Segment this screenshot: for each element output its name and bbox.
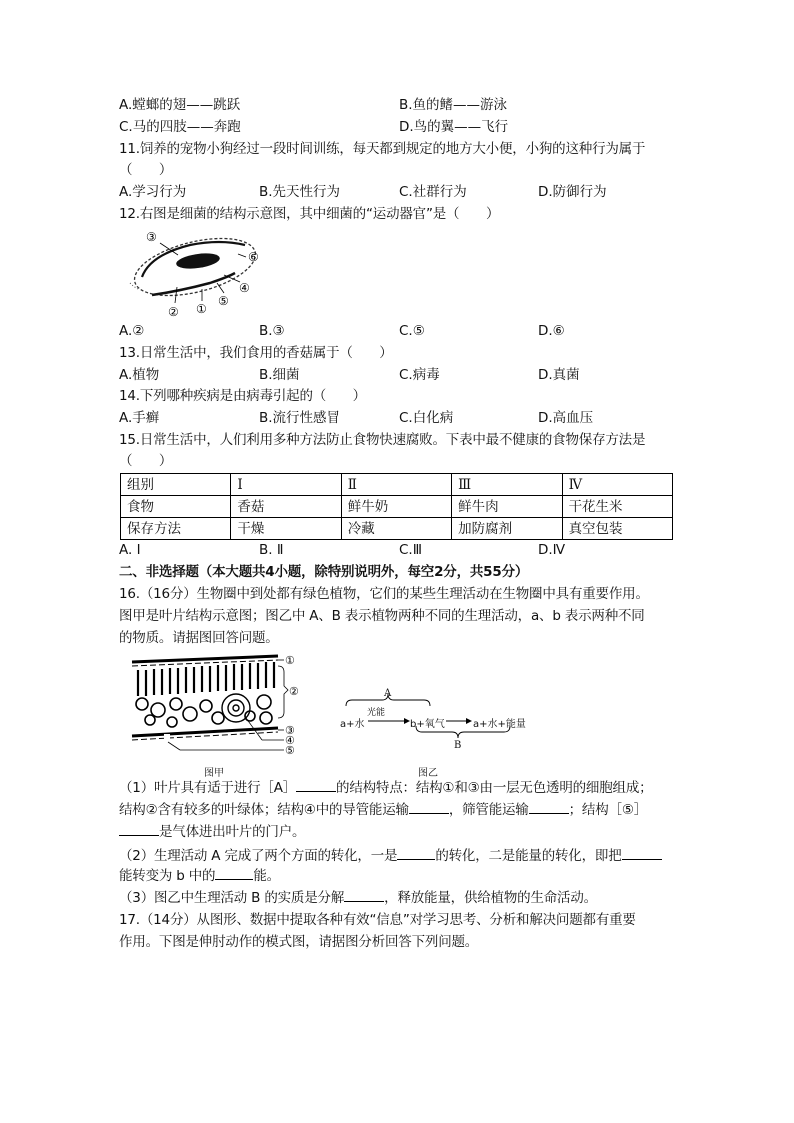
table-cell: 干燥 bbox=[231, 518, 341, 540]
table-cell: Ⅲ bbox=[452, 474, 562, 496]
table-cell: 香菇 bbox=[231, 496, 341, 518]
q11-stem: 11.饲养的宠物小狗经过一段时间训练，每天都到规定的地方大小便，小狗的这种行为属于 bbox=[119, 141, 646, 157]
table-cell: 鲜牛肉 bbox=[452, 496, 562, 518]
table-cell: 冷藏 bbox=[341, 518, 451, 540]
food-storage-table bbox=[120, 473, 673, 540]
q16-part1-text: 是气体进出叶片的门户。 bbox=[159, 824, 306, 840]
q11-option-b: B.先天性行为 bbox=[259, 184, 341, 200]
table-cell: 保存方法 bbox=[121, 518, 231, 540]
q14-option-c: C.白化病 bbox=[399, 410, 454, 426]
q16-part2-text: 能。 bbox=[253, 868, 280, 884]
bacteria-label-5: ⑤ bbox=[218, 294, 229, 308]
leaf-label-4: ④ bbox=[285, 734, 295, 747]
q11-option-a: A.学习行为 bbox=[119, 184, 187, 200]
fig-yi-caption: 图乙 bbox=[418, 768, 438, 779]
q16-part2-text: 的转化，二是能量的转化，即把 bbox=[435, 848, 622, 864]
q16-part1-text: 结构②含有较多的叶绿体；结构④中的导管能运输 bbox=[119, 802, 409, 818]
q15-option-d: D.Ⅳ bbox=[538, 542, 566, 558]
q13-option-c: C.病毒 bbox=[399, 367, 440, 383]
leaf-structure-figure bbox=[128, 652, 308, 757]
table-cell: 加防腐剂 bbox=[452, 518, 562, 540]
process-label-b: B bbox=[454, 740, 462, 751]
q11-option-c: C.社群行为 bbox=[399, 184, 467, 200]
q16-stem-line-2: 图甲是叶片结构示意图；图乙中 A、B 表示植物两种不同的生理活动，a、b 表示两种不同 bbox=[119, 608, 645, 624]
q16-part1-line-2 bbox=[119, 800, 647, 820]
process-arrow-label: 光能 bbox=[367, 708, 386, 718]
q16-stem-line-3: 的物质。请据图回答问题。 bbox=[119, 630, 279, 646]
q15-option-b: B. Ⅱ bbox=[259, 542, 284, 558]
q16-part1-text: 的结构特点：结构①和③由一层无色透明的细胞组成； bbox=[336, 780, 653, 796]
q16-stem-line-1: 16.（16分）生物圈中到处都有绿色植物，它们的某些生理活动在生物圈中具有重要作用。 bbox=[119, 586, 649, 602]
q12-option-d: D.⑥ bbox=[538, 323, 565, 339]
q15-bracket: （ ） bbox=[119, 453, 173, 469]
process-left: a+水 bbox=[340, 719, 365, 730]
q10-option-a: A.螳螂的翅——跳跃 bbox=[119, 97, 241, 113]
table-row bbox=[121, 518, 673, 540]
q16-part1-line-1 bbox=[119, 778, 652, 798]
process-right: a+水+能量 bbox=[473, 719, 526, 730]
q17-stem-line-2: 作用。下图是伸肘动作的模式图，请据图分析回答下列问题。 bbox=[119, 934, 479, 950]
q13-option-a: A.植物 bbox=[119, 367, 160, 383]
table-cell: 鲜牛奶 bbox=[341, 496, 451, 518]
answer-blank[interactable] bbox=[296, 778, 336, 792]
answer-blank[interactable] bbox=[215, 866, 253, 880]
table-cell: Ⅰ bbox=[231, 474, 341, 496]
table-cell: Ⅳ bbox=[562, 474, 672, 496]
q11-bracket: （ ） bbox=[119, 162, 173, 178]
q15-option-a: A. Ⅰ bbox=[119, 542, 141, 558]
section-heading: 二、非选择题（本大题共4小题，除特别说明外，每空2分，共55分） bbox=[119, 564, 529, 580]
table-cell: 组别 bbox=[121, 474, 231, 496]
answer-blank[interactable] bbox=[344, 888, 384, 902]
process-middle: b+氧气 bbox=[410, 719, 445, 730]
q13-stem: 13.日常生活中，我们食用的香菇属于（ ） bbox=[119, 345, 393, 361]
q16-part2-line-1 bbox=[119, 846, 662, 866]
q14-option-d: D.高血压 bbox=[538, 410, 594, 426]
q14-stem: 14.下列哪种疾病是由病毒引起的（ ） bbox=[119, 388, 366, 404]
q12-option-b: B.③ bbox=[259, 323, 285, 339]
table-row bbox=[121, 496, 673, 518]
table-cell: 真空包装 bbox=[562, 518, 672, 540]
leaf-label-5: ⑤ bbox=[285, 744, 295, 757]
q16-part3-line bbox=[119, 888, 597, 908]
q15-option-c: C.Ⅲ bbox=[399, 542, 423, 558]
q14-option-a: A.手癣 bbox=[119, 410, 160, 426]
table-row bbox=[121, 474, 673, 496]
q15-stem: 15.日常生活中，人们利用多种方法防止食物快速腐败。下表中最不健康的食物保存方法是 bbox=[119, 432, 646, 448]
fig-jia-caption: 图甲 bbox=[204, 768, 224, 779]
table-cell: Ⅱ bbox=[341, 474, 451, 496]
table-cell: 食物 bbox=[121, 496, 231, 518]
bacteria-structure-figure bbox=[120, 225, 280, 320]
q16-part1-text: ，筛管能运输 bbox=[448, 802, 529, 818]
leaf-label-2: ② bbox=[289, 685, 299, 698]
bacteria-label-1: ① bbox=[196, 302, 207, 316]
leaf-label-3: ③ bbox=[285, 724, 295, 737]
answer-blank[interactable] bbox=[397, 846, 435, 860]
leaf-label-1: ① bbox=[285, 654, 295, 667]
answer-blank[interactable] bbox=[622, 846, 662, 860]
q12-option-c: C.⑤ bbox=[399, 323, 425, 339]
q10-option-d: D.鸟的翼——飞行 bbox=[399, 119, 509, 135]
q16-part3-text: ，释放能量，供给植物的生命活动。 bbox=[384, 890, 597, 906]
q16-part1-text: ；结构［⑤］ bbox=[568, 802, 648, 818]
q12-stem: 12.右图是细菌的结构示意图，其中细菌的“运动器官”是（ ） bbox=[119, 206, 500, 222]
answer-blank[interactable] bbox=[409, 800, 449, 814]
q10-option-c: C.马的四肢——奔跑 bbox=[119, 119, 241, 135]
q12-option-a: A.② bbox=[119, 323, 145, 339]
q13-option-d: D.真菌 bbox=[538, 367, 580, 383]
bacteria-label-3: ③ bbox=[146, 230, 157, 244]
q16-part2-line-2 bbox=[119, 866, 280, 886]
q16-part1-line-3 bbox=[119, 822, 305, 842]
table-cell: 干花生米 bbox=[562, 496, 672, 518]
q10-option-b: B.鱼的鳍——游泳 bbox=[399, 97, 508, 113]
bacteria-label-4: ④ bbox=[239, 281, 250, 295]
answer-blank[interactable] bbox=[119, 822, 159, 836]
q16-part2-text: 能转变为 b 中的 bbox=[119, 868, 216, 884]
q17-stem-line-1: 17.（14分）从图形、数据中提取各种有效“信息”对学习思考、分析和解决问题都有重要 bbox=[119, 912, 636, 928]
bacteria-label-6: ⑥ bbox=[248, 250, 259, 264]
q11-option-d: D.防御行为 bbox=[538, 184, 607, 200]
answer-blank[interactable] bbox=[529, 800, 569, 814]
q16-part2-text: （2）生理活动 A 完成了两个方面的转化，一是 bbox=[119, 848, 398, 864]
q16-part1-text: （1）叶片具有适于进行［A］ bbox=[119, 780, 297, 796]
q16-part3-text: （3）图乙中生理活动 B 的实质是分解 bbox=[119, 890, 345, 906]
q14-option-b: B.流行性感冒 bbox=[259, 410, 341, 426]
bacteria-label-2: ② bbox=[168, 305, 179, 319]
process-label-a: A bbox=[384, 688, 392, 699]
q13-option-b: B.细菌 bbox=[259, 367, 300, 383]
